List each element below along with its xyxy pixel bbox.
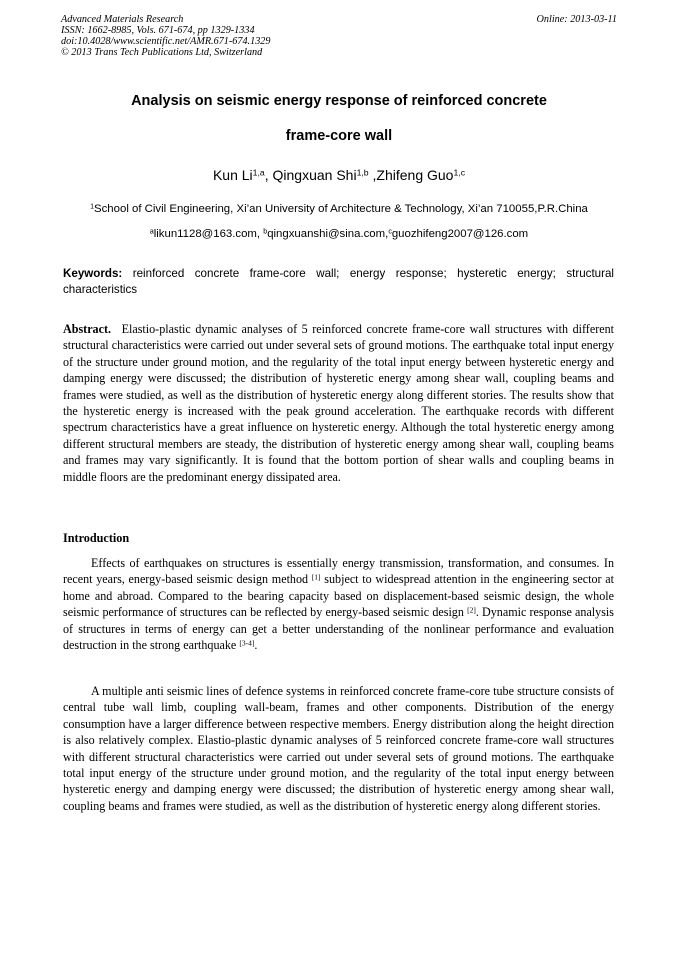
email-address: guozhifeng2007@126.com xyxy=(391,228,529,240)
email-sup: b xyxy=(263,228,268,236)
paragraph-text: Effects of earthquakes on structures is essentially energy transmission, transformation, and consumes. In recent years, energy-based seismic design method xyxy=(63,556,614,587)
email-separator: , xyxy=(385,228,389,240)
online-date: Online: 2013-03-11 xyxy=(536,14,617,25)
citation-ref: [2] xyxy=(467,605,476,615)
abstract-label: Abstract. xyxy=(63,322,112,336)
email-list xyxy=(61,228,617,241)
citation-ref: [1] xyxy=(311,572,321,582)
paper-title-line-2: frame-core wall xyxy=(285,128,393,144)
author-name: Kun Li xyxy=(212,167,253,183)
email-address: likun1128@163.com xyxy=(153,228,257,240)
author-affil-sup: 1,c xyxy=(453,167,466,178)
author-affil-sup: 1,b xyxy=(356,167,369,178)
paragraph-text: subject to widespread attention in the engineering sector at home and abroad. Compared to the bearing capacity based on displacement-based seismic design, the whole seismic performance of structures can be reflected by energy-based seismic design xyxy=(63,572,615,620)
introduction-paragraph-1 xyxy=(63,555,614,653)
section-heading-introduction: Introduction xyxy=(63,531,130,545)
email-sup: a xyxy=(149,228,154,236)
email-address: qingxuanshi@sina.com xyxy=(267,228,386,240)
author-list xyxy=(61,167,617,183)
paragraph-text: . Dynamic response analysis of structures in terms of energy can get a better understanding of the nonlinear performance and evaluation destruction in the strong earthquake xyxy=(63,605,614,653)
copyright-line: © 2013 Trans Tech Publications Ltd, Switzerland xyxy=(61,47,263,58)
affiliation xyxy=(61,203,617,216)
author-name: Zhifeng Guo xyxy=(376,167,454,183)
introduction-paragraph-2: A multiple anti seismic lines of defence systems in reinforced concrete frame-core tube structure consists of central tube wall limb, coupling wall-beam, frames and other components. Distribution of the energy consumption have a larger difference between respective members. Energy distribution along the height direction is also relatively complex. Elastio-plastic dynamic analyses of 5 reinforced concrete frame-core wall structures with different structural characteristics were carried out under several sets of ground motions. The earthquake total input energy of the structure under ground motion, and the regularity of the total input energy between hysteretic energy and damping energy were discussed; the distribution of hysteretic energy among shear wall, coupling beams and frames were studied, as well as the distribution of hysteretic energy along different stories. xyxy=(63,684,614,813)
email-separator: , xyxy=(256,228,264,240)
keywords-text: reinforced concrete frame-core wall; energy response; hysteretic energy; structural characteristics xyxy=(63,267,614,296)
author-separator: , xyxy=(368,167,377,183)
doi-line: doi:10.4028/www.scientific.net/AMR.671-674.1329 xyxy=(61,36,271,47)
paper-title-line-1: Analysis on seismic energy response of reinforced concrete xyxy=(131,93,547,109)
author-affil-sup: 1,a xyxy=(252,167,265,178)
journal-header xyxy=(61,14,617,58)
abstract-block xyxy=(63,321,614,485)
paragraph-text: . xyxy=(254,638,258,653)
issn-line: ISSN: 1662-8985, Vols. 671-674, pp 1329-1334 xyxy=(61,25,255,36)
email-sup: c xyxy=(388,228,392,236)
citation-ref: [3-4] xyxy=(239,638,255,648)
author-separator: , xyxy=(264,167,273,183)
affiliation-text: School of Civil Engineering, Xi’an University of Architecture & Technology, Xi’an 710055,P.R.China xyxy=(94,203,588,215)
keywords-label: Keywords: xyxy=(63,267,123,280)
abstract-text: Elastio-plastic dynamic analyses of 5 reinforced concrete frame-core wall structures with different structural characteristics were carried out under several sets of ground motions. The earthquake total input energy of the structure under ground motion, and the regularity of the total input energy between hysteretic energy and damping energy were discussed; the distribution of hysteretic energy among shear wall, coupling beams and frames were studied, as well as the distribution of hysteretic energy along different stories. The results show that the hysteretic energy is increased with the peak ground acceleration. The earthquake records with different spectrum characteristics have a great influence on hysteretic energy. Although the total hysteretic energy among different structural members are steady, the distribution of hysteretic energy among shear wall, coupling beams and frames may vary significantly. It is found that the bottom portion of shear walls and coupling beams in middle floors are the predominant energy dissipated area. xyxy=(63,322,614,484)
keywords-block xyxy=(63,266,614,298)
author-name: Qingxuan Shi xyxy=(272,167,357,183)
affiliation-sup: 1 xyxy=(90,203,95,211)
journal-name: Advanced Materials Research xyxy=(61,14,184,25)
